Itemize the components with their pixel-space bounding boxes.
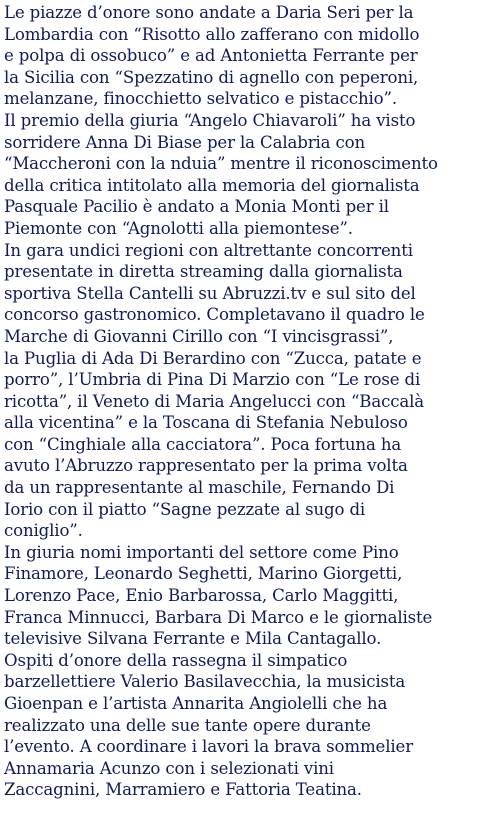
text-line: concorso gastronomico. Completavano il quadro le (4, 305, 425, 325)
text-line: presentate in diretta streaming dalla giornalista (4, 262, 403, 282)
text-line: “Maccheroni con la nduia” mentre il riconoscimento (4, 154, 438, 174)
text-line: porro”, l’Umbria di Pina Di Marzio con “Le rose di (4, 370, 421, 390)
text-line: coniglio”. (4, 521, 83, 541)
text-line: Il premio della giuria “Angelo Chiavaroli” ha visto (4, 110, 416, 130)
text-line: l’evento. A coordinare i lavori la brava sommelier (4, 737, 413, 757)
text-line: sorridere Anna Di Biase per la Calabria con (4, 132, 366, 152)
text-line: melanzane, finocchietto selvatico e pistacchio”. (4, 89, 397, 109)
text-line: sportiva Stella Cantelli su Abruzzi.tv e sul sito del (4, 283, 416, 303)
text-line: e polpa di ossobuco” e ad Antonietta Ferrante per (4, 46, 418, 66)
text-line: Le piazze d’onore sono andate a Daria Seri per la (4, 3, 414, 22)
text-line: Zaccagnini, Marramiero e Fattoria Teatina. (4, 780, 362, 800)
text-line: Franca Minnucci, Barbara Di Marco e le giornaliste (4, 607, 433, 627)
text-line: Finamore, Leonardo Seghetti, Marino Giorgetti, (4, 564, 403, 584)
text-line: televisive Silvana Ferrante e Mila Cantagallo. (4, 629, 382, 649)
text-line: In gara undici regioni con altrettante concorrenti (4, 240, 413, 260)
text-line: Annamaria Acunzo con i selezionati vini (4, 758, 334, 778)
text-line: Pasquale Pacilio è andato a Monia Monti per il (4, 197, 389, 217)
text-line: Lorenzo Pace, Enio Barbarossa, Carlo Maggitti, (4, 586, 399, 606)
text-line: la Sicilia con “Spezzatino di agnello con peperoni, (4, 67, 419, 87)
text-line: della critica intitolato alla memoria del giornalista (4, 175, 420, 195)
text-line: Lombardia con “Risotto allo zafferano con midollo (4, 24, 420, 44)
text-line: Iorio con il piatto “Sagne pezzate al sugo di (4, 499, 366, 519)
text-line: realizzato una delle sue tante opere durante (4, 715, 371, 735)
text-line: Gioenpan e l’artista Annarita Angiolelli che ha (4, 694, 388, 713)
text-line: Marche di Giovanni Cirillo con “I vincisgrassi”, (4, 326, 394, 346)
text-line: da un rappresentante al maschile, Fernando Di (4, 478, 395, 498)
article-text (4, 2, 490, 801)
text-line: ricotta”, il Veneto di Maria Angelucci con “Baccalà (4, 391, 425, 411)
text-line: Ospiti d’onore della rassegna il simpatico (4, 650, 348, 670)
text-line: barzellettiere Valerio Basilavecchia, la musicista (4, 672, 406, 692)
text-line: avuto l’Abruzzo rappresentato per la prima volta (4, 456, 408, 476)
text-line: In giuria nomi importanti del settore come Pino (4, 542, 399, 562)
text-line: la Puglia di Ada Di Berardino con “Zucca, patate e (4, 348, 422, 368)
text-line: con “Cinghiale alla cacciatora”. Poca fortuna ha (4, 434, 402, 454)
text-line: Piemonte con “Agnolotti alla piemontese”. (4, 218, 353, 238)
text-line: alla vicentina” e la Toscana di Stefania Nebuloso (4, 413, 408, 433)
